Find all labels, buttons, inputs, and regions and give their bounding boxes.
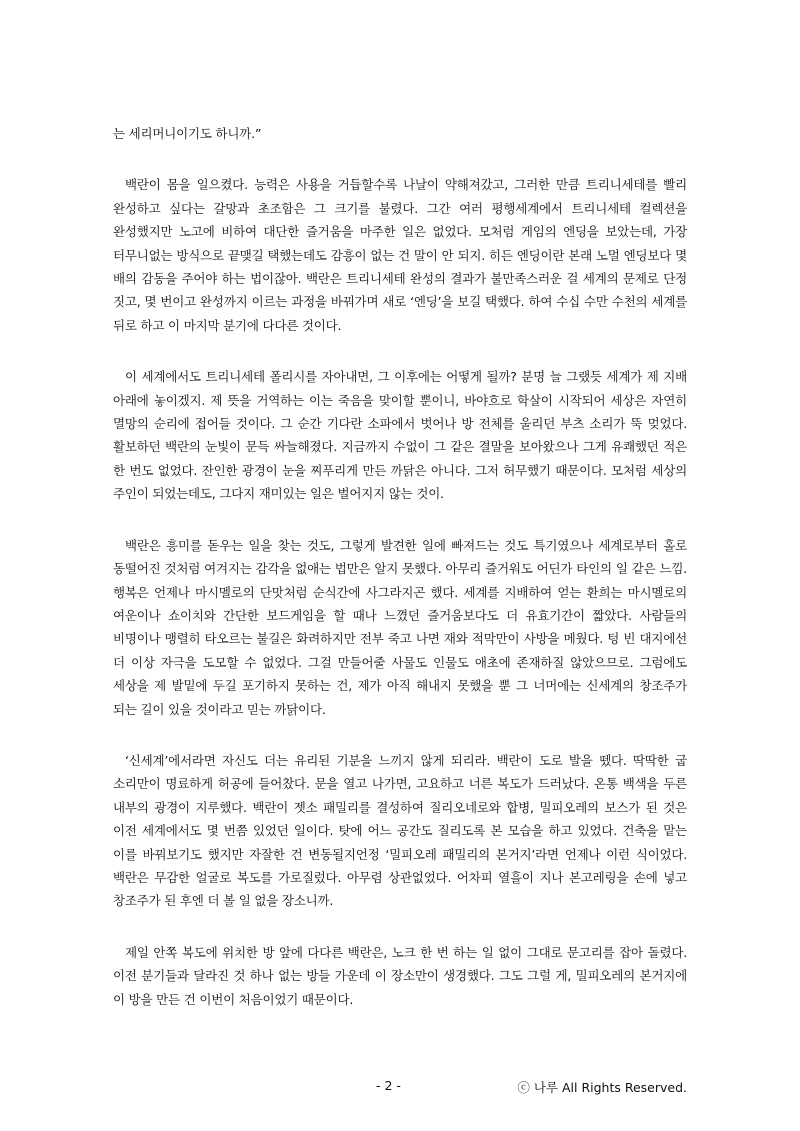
- paragraph: 는 세리머니이기도 하니까.”: [113, 126, 262, 141]
- paragraph: 백란은 흥미를 돋우는 일을 찾는 것도, 그렇게 발견한 일에 빠져드는 것도 특기였으나 세계로부터 홀로 동떨어진 것처럼 여겨지는 감각을 없애는 법만은 알지 못했다. 아무리 즐거워도 어딘가 타인의 일 같은 느낌. 행복은 언제나 마시멜로의 단맛처럼 순식간에 사그라지곤 했다. 세계를 지배하여 얻는 환희는 마시멜로의 여운이나 쇼이치와 간단한 보드게임을 할 때나 느꼈던 즐거움보다도 더 유효기간이 짧았다. 사람들의 비명이나 맹렬히 타오르는 불길은 화려하지만 전부 죽고 나면 재와 적막만이 사방을 메웠다. 텅 빈 대지에선 더 이상 자극을 도모할 수 없었다. 그걸 만들어줄 사물도 인물도 애초에 존재하질 않았으므로. 그럼에도 세상을 제 발밑에 두길 포기하지 못하는 건, 제가 아직 해내지 못했을 뿐 그 너머에는 신세계의 창조주가 되는 길이 있을 것이라고 믿는 까닭이다.: [113, 537, 687, 717]
- paragraph: ‘신세계’에서라면 자신도 더는 유리된 기분을 느끼지 않게 되리라. 백란이 도로 발을 뗐다. 딱딱한 굽 소리만이 명료하게 허공에 들어찼다. 문을 열고 나가면, 고요하고 너른 복도가 드러났다. 온통 백색을 두른 내부의 광경이 지루했다. 백란이 젯소 패밀리를 결성하여 질리오네로와 합병, 밀피오레의 보스가 된 것은 이전 세계에서도 몇 번쯤 있었던 일이다. 탓에 어느 공간도 질리도록 본 모습을 하고 있었다. 건축을 맡는 이를 바꿔보기도 했지만 자잘한 건 변동될지언정 ‘밀피오레 패밀리의 본거지’라면 언제나 이런 식이었다. 백란은 무감한 얼굴로 복도를 가로질렀다. 아무렴 상관없었다. 어차피 열흘이 지나 본고레링을 손에 넣고 창조주가 된 후엔 더 볼 일 없을 장소니까.: [113, 752, 687, 909]
- document-body: [113, 122, 687, 1039]
- copyright-notice: ⓒ 나루 All Rights Reserved.: [517, 1080, 687, 1095]
- paragraph: 제일 안쪽 복도에 위치한 방 앞에 다다른 백란은, 노크 한 번 하는 일 없이 그대로 문고리를 잡아 돌렸다. 이전 분기들과 달라진 것 하나 없는 방들 가운데 이 장소만이 생경했다. 그도 그럴 게, 밀피오레의 본거지에 이 방을 만든 건 이번이 처음이었기 때문이다.: [113, 944, 687, 1007]
- page-footer: [0, 1078, 800, 1098]
- page-number: - 2 -: [376, 1078, 401, 1093]
- paragraph: 이 세계에서도 트리니세테 폴리시를 자아내면, 그 이후에는 어떻게 될까? 분명 늘 그랬듯 세계가 제 지배 아래에 놓이겠지. 제 뜻을 거역하는 이는 죽음을 맞이할 뿐이니, 바야흐로 학살이 시작되어 세상은 자연히 멸망의 순리에 접어들 것이다. 그 순간 기다란 소파에서 벗어나 방 전체를 울리던 부츠 소리가 뚝 멎었다. 활보하던 백란의 눈빛이 문득 싸늘해졌다. 지금까지 수없이 그 같은 결말을 보아왔으나 그게 유쾌했던 적은 한 번도 없었다. 잔인한 광경이 눈을 찌푸리게 만든 까닭은 아니다. 그저 허무했기 때문이다. 모처럼 세상의 주인이 되었는데도, 그다지 재미있는 일은 벌어지지 않는 것이.: [113, 369, 687, 502]
- paragraph: 백란이 몸을 일으켰다. 능력은 사용을 거듭할수록 나날이 약해져갔고, 그러한 만큼 트리니세테를 빨리 완성하고 싶다는 갈망과 초조함은 그 크기를 불렸다. 그간 여러 평행세계에서 트리니세테 컬렉션을 완성했지만 노고에 비하여 대단한 즐거움을 마주한 일은 없었다. 모처럼 게임의 엔딩을 보았는데, 가장 터무니없는 방식으로 끝맺길 택했는데도 감흥이 없는 건 말이 안 되지. 히든 엔딩이란 본래 노멀 엔딩보다 몇 배의 감동을 주어야 하는 법이잖아. 백란은 트리니세테 완성의 결과가 불만족스러운 걸 세계의 문제로 단정 짓고, 몇 번이고 완성까지 이르는 과정을 바꿔가며 새로 ‘엔딩’을 보길 택했다. 하여 수십 수만 수천의 세계를 뒤로 하고 이 마지막 분기에 다다른 것이다.: [113, 177, 687, 333]
